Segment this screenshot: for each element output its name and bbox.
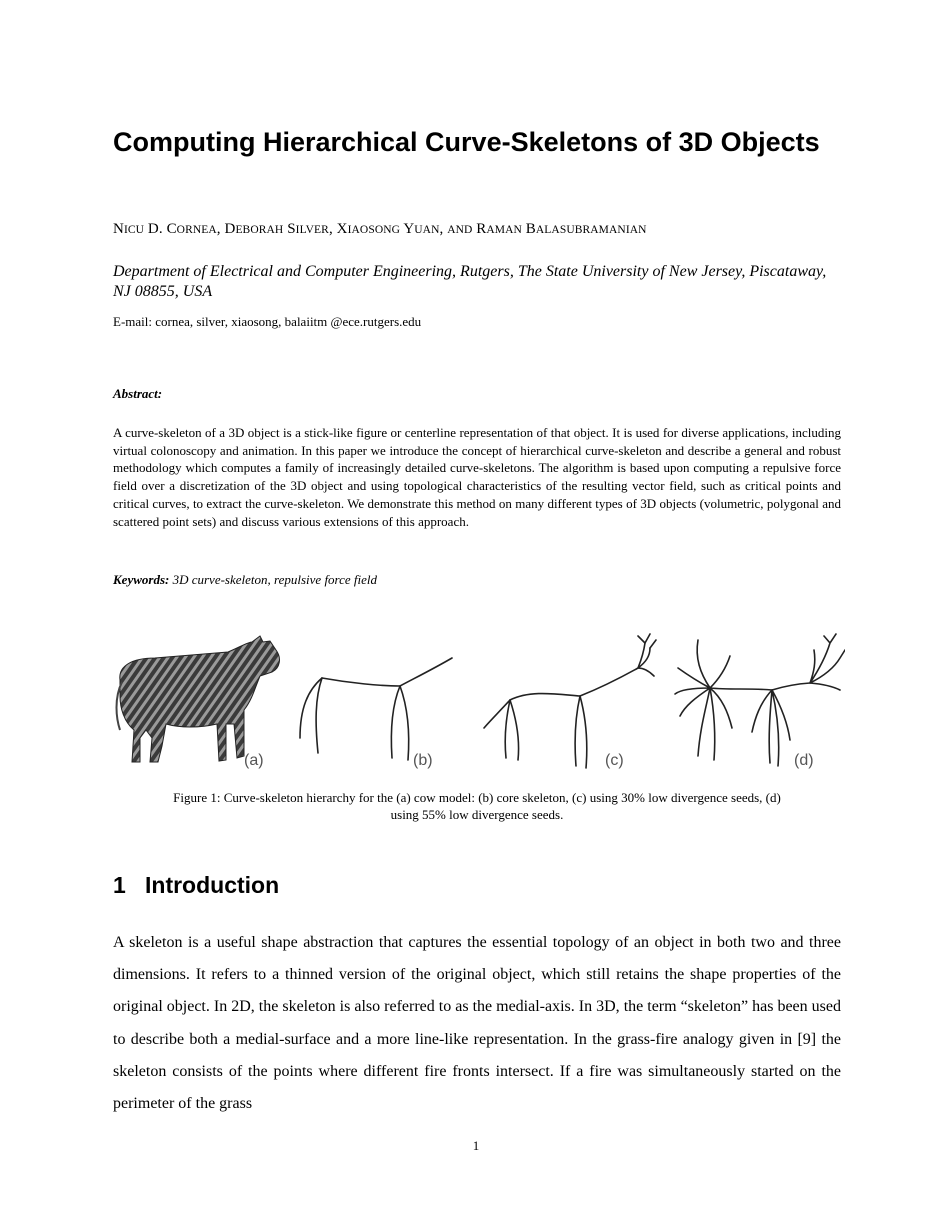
skeleton-b-front-leg-2: [316, 678, 322, 753]
core-skeleton-panel: [300, 658, 452, 760]
skeleton-d-head-fans: [810, 634, 845, 690]
skeleton-c-neck: [638, 643, 654, 676]
skeleton-d-front-fans: [675, 640, 732, 760]
skeleton-b-rear-leg-2: [400, 686, 409, 760]
skeleton-b-spine: [322, 658, 452, 686]
figure-1-caption: [113, 789, 841, 823]
keywords-label: Keywords:: [113, 572, 170, 587]
abstract-heading: Abstract:: [113, 386, 163, 401]
keywords-value: 3D curve-skeleton, repulsive force field: [172, 572, 378, 587]
skeleton-30-panel: [484, 634, 656, 768]
affiliation: Department of Electrical and Computer Engineering, Rutgers, The State University of New Jersey, Piscataway, NJ 08855, USA: [113, 263, 827, 300]
skeleton-c-rear-legs: [575, 696, 587, 768]
skeleton-c-antlers: [638, 634, 656, 648]
caption-line-1: Figure 1: Curve-skeleton hierarchy for the (a) cow model: (b) core skeleton, (c) using 30% low divergence seeds, (d): [173, 790, 781, 805]
section-title: Introduction: [145, 872, 280, 898]
panel-label-a: (a): [244, 752, 264, 769]
paper-title: Computing Hierarchical Curve-Skeletons of 3D Objects: [113, 127, 820, 157]
author-1: NICU D. CORNEA: [113, 221, 217, 237]
panel-label-c: (c): [605, 752, 624, 769]
skeleton-55-panel: [675, 634, 845, 766]
skeleton-c-front-legs: [484, 700, 519, 760]
skeleton-b-rear-leg: [391, 686, 400, 758]
caption-line-2: using 55% low divergence seeds.: [390, 807, 564, 822]
section-heading: [113, 872, 279, 899]
cow-body: [120, 636, 280, 762]
figure-1: [110, 628, 845, 778]
skeleton-d-spine: [710, 683, 810, 690]
author-list: NICU D. CORNEA, DEBORAH SILVER, XIAOSONG YUAN, AND RAMAN BALASUBRAMANIAN: [113, 221, 647, 237]
author-2: DEBORAH SILVER: [224, 221, 329, 237]
skeleton-c-spine: [510, 668, 638, 700]
email-line: E-mail: cornea, silver, xiaosong, balaiitm @ece.rutgers.edu: [113, 314, 422, 329]
figure-1-image: [110, 628, 845, 778]
cow-model-panel: [117, 636, 280, 762]
panel-label-d: (d): [794, 752, 814, 769]
skeleton-d-rear-fans: [752, 690, 790, 766]
author-4: RAMAN BALASUBRAMANIAN: [476, 221, 647, 237]
section-number: 1: [113, 872, 126, 898]
panel-label-b: (b): [413, 752, 433, 769]
abstract-text: A curve-skeleton of a 3D object is a stick-like figure or centerline representation of that object. It is used for diverse applications, including virtual colonoscopy and animation. In this paper we introduce the concept of hierarchical curve-skeleton and describe a general and robust methodology which computes a family of increasingly detailed curve-skeletons. The algorithm is based upon computing a repulsive force field over a discretization of the 3D object and using topological characteristics of the resulting vector field, such as critical points and critical curves, to extract the curve-skeleton. We demonstrate this method on many different types of 3D objects (volumetric, polygonal and scattered point sets) and discuss various extensions of this approach.: [113, 425, 841, 529]
author-and: AND: [447, 224, 473, 236]
author-3: XIAOSONG YUAN: [336, 221, 440, 237]
keywords-line: [113, 572, 377, 588]
introduction-text: A skeleton is a useful shape abstraction that captures the essential topology of an object in both two and three dimensions. It refers to a thinned version of the original object, which still retains the shape properties of the original object. In 2D, the skeleton is also referred to as the medial-axis. In 3D, the term “skeleton” has been used to describe both a medial-surface and a more line-like representation. In the grass-fire analogy given in [9] the skeleton consists of the points where different fire fronts intersect. If a fire was simultaneously started on the perimeter of the grass: [113, 934, 841, 1113]
page-number: 1: [472, 1138, 480, 1153]
